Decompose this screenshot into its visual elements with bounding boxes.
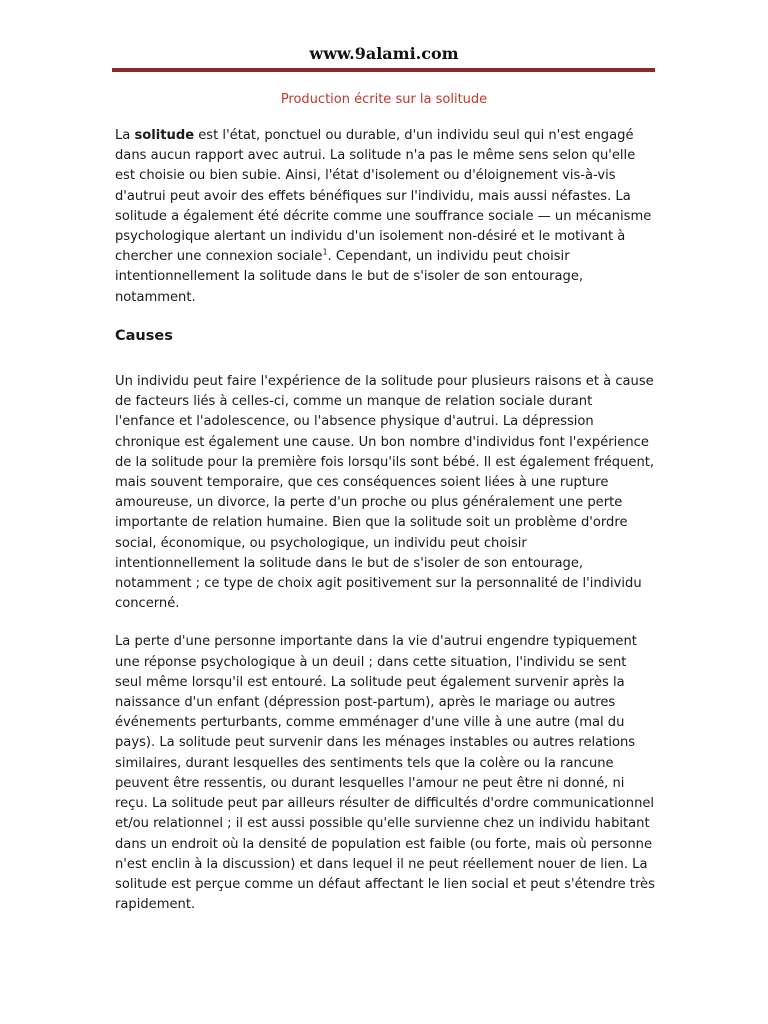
footnote-reference[interactable]: 1 <box>322 247 328 257</box>
page-title: Production écrite sur la solitude <box>280 92 488 107</box>
intro-paragraph <box>115 126 655 308</box>
intro-lead: La <box>115 128 135 143</box>
causes-paragraph-2: La perte d'une personne importante dans la vie d'autrui engendre typiquement une réponse psychologique à un deuil ; dans cette situation, l'individu se sent seul même lorsqu'il est entouré. La solitude peut également survenir après la naissance d'un enfant (dépression post-partum), après le mariage ou autres événements perturbants, comme emménager d'une ville à une autre (mal du pays). La solitude peut survenir dans les ménages instables ou autres relations similaires, durant lesquelles des sentiments tels que la colère ou la rancune peuvent être ressentis, ou durant lesquelles l'amour ne peut être ni donné, ni reçu. La solitude peut par ailleurs résulter de difficultés d'ordre communicationnel et/ou relationnel ; il est aussi possible qu'elle survienne chez un individu habitant dans un endroit où la densité de population est faible (ou forte, mais où personne n'est enclin à la discussion) et dans lequel il ne peut réellement nouer de lien. La solitude est perçue comme un défaut affectant le lien social et peut s'étendre très rapidement. <box>115 634 655 913</box>
site-header: www.9alami.com <box>309 44 459 63</box>
intro-text-end: . Cependant, un individu peut choisir intentionnellement la solitude dans le but de s'isoler de son entourage, notamment. <box>115 249 584 305</box>
causes-paragraph-1: Un individu peut faire l'expérience de la solitude pour plusieurs raisons et à cause de facteurs liés à celles-ci, comme un manque de relation sociale durant l'enfance et l'adolescence, ou l'absence physique d'autrui. La dépression chronique est également une cause. Un bon nombre d'individus font l'expérience de la solitude pour la première fois lorsqu'ils sont bébé. Il est également fréquent, mais souvent temporaire, que ces conséquences soient liées à une rupture amoureuse, un divorce, la perte d'un proche ou plus généralement une perte importante de relation humaine. Bien que la solitude soit un problème d'ordre social, économique, ou psychologique, un individu peut choisir intentionnellement la solitude dans le but de s'isoler de son entourage, notamment ; ce type de choix agit positivement sur la personnalité de l'individu concerné. <box>115 374 655 612</box>
intro-bold-term: solitude <box>134 128 195 143</box>
intro-text: est l'état, ponctuel ou durable, d'un individu seul qui n'est engagé dans aucun rapport avec autrui. La solitude n'a pas le même sens selon qu'elle est choisie ou bien subie. Ainsi, l'état d'isolement ou d'éloignement vis-à-vis d'autrui peut avoir des effets bénéfiques sur l'individu, mais aussi néfastes. La solitude a également été décrite comme une souffrance sociale — un mécanisme psychologique alertant un individu d'un isolement non-désiré et le motivant à chercher une connexion sociale <box>115 128 652 265</box>
section-heading-causes: Causes <box>115 327 173 344</box>
header-divider <box>112 68 655 72</box>
document-body <box>115 126 655 915</box>
